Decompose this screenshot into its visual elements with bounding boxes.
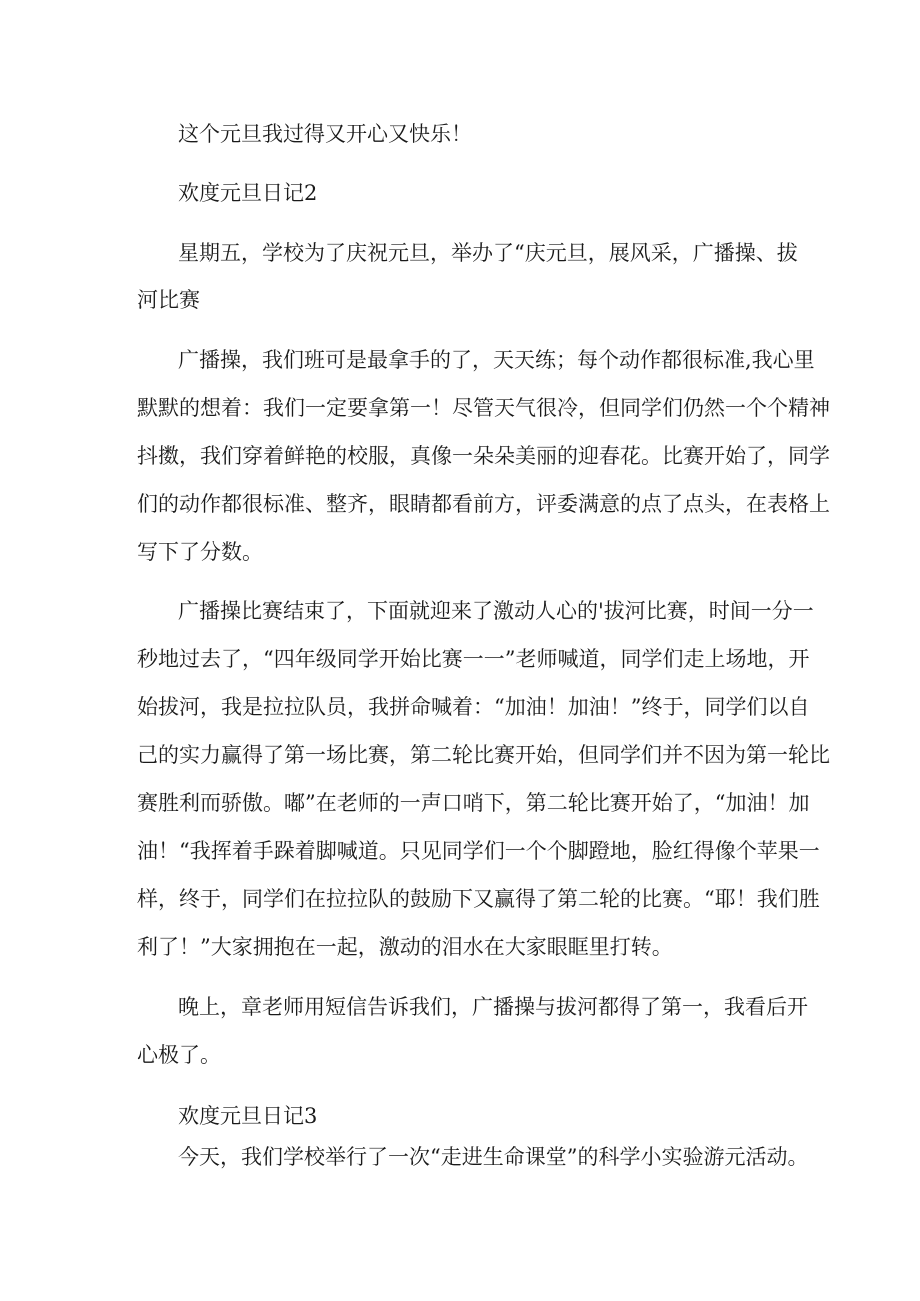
para2-line-5: 写下了分数。 [137,540,263,564]
closing-sentence: 这个元旦我过得又开心又快乐！ [178,122,472,146]
diary-heading-3: 欢度元旦日记3 [178,1104,318,1128]
para3-line-3: 始拔河，我是拉拉队员，我拼命喊着：“加油！加油！”终于，同学们以自 [137,695,810,719]
para3-line-7: 样，终于，同学们在拉拉队的鼓励下又赢得了第二轮的比赛。“耶！我们胜 [137,887,820,911]
para2-line-4: 们的动作都很标准、整齐，眼睛都看前方，评委满意的点了点头，在表格上 [137,492,830,516]
para2-line-3: 抖擞，我们穿着鲜艳的校服，真像一朵朵美丽的迎春花。比赛开始了，同学 [137,444,830,468]
diary-heading-2: 欢度元旦日记2 [178,181,318,205]
para2-line-1: 广播操，我们班可是最拿手的了，天天练；每个动作都很标准,我心里 [178,348,815,372]
para2-line-2: 默默的想着：我们一定要拿第一！尽管天气很冷，但同学们仍然一个个精神 [137,396,830,420]
para4-line-1: 晚上，章老师用短信告诉我们，广播操与拔河都得了第一，我看后开 [178,995,808,1019]
para3-line-8: 利了！”大家拥抱在一起，激动的泪水在大家眼眶里打转。 [137,935,673,959]
para3-line-6: 油！“我挥着手跺着脚喊道。只见同学们一个个脚蹬地，脸红得像个苹果一 [137,839,820,863]
para3-line-2: 秒地过去了，“四年级同学开始比赛一一”老师喊道，同学们走上场地，开 [137,647,810,671]
para1-line-2: 河比赛 [137,288,200,312]
para1-line-1: 星期五，学校为了庆祝元旦，举办了“庆元旦，展风采，广播操、拔 [178,241,798,265]
para3-line-1: 广播操比赛结束了，下面就迎来了激动人心的'拔河比赛，时间一分一 [178,599,814,623]
para3-line-4: 己的实力赢得了第一场比赛，第二轮比赛开始，但同学们并不因为第一轮比 [137,743,830,767]
para3-line-5: 赛胜利而骄傲。嘟”在老师的一声口哨下，第二轮比赛开始了，“加油！加 [137,791,810,815]
para4-line-2: 心极了。 [137,1043,221,1067]
para5-line-1: 今天，我们学校举行了一次“走进生命课堂”的科学小实验游元活动。 [178,1145,809,1169]
